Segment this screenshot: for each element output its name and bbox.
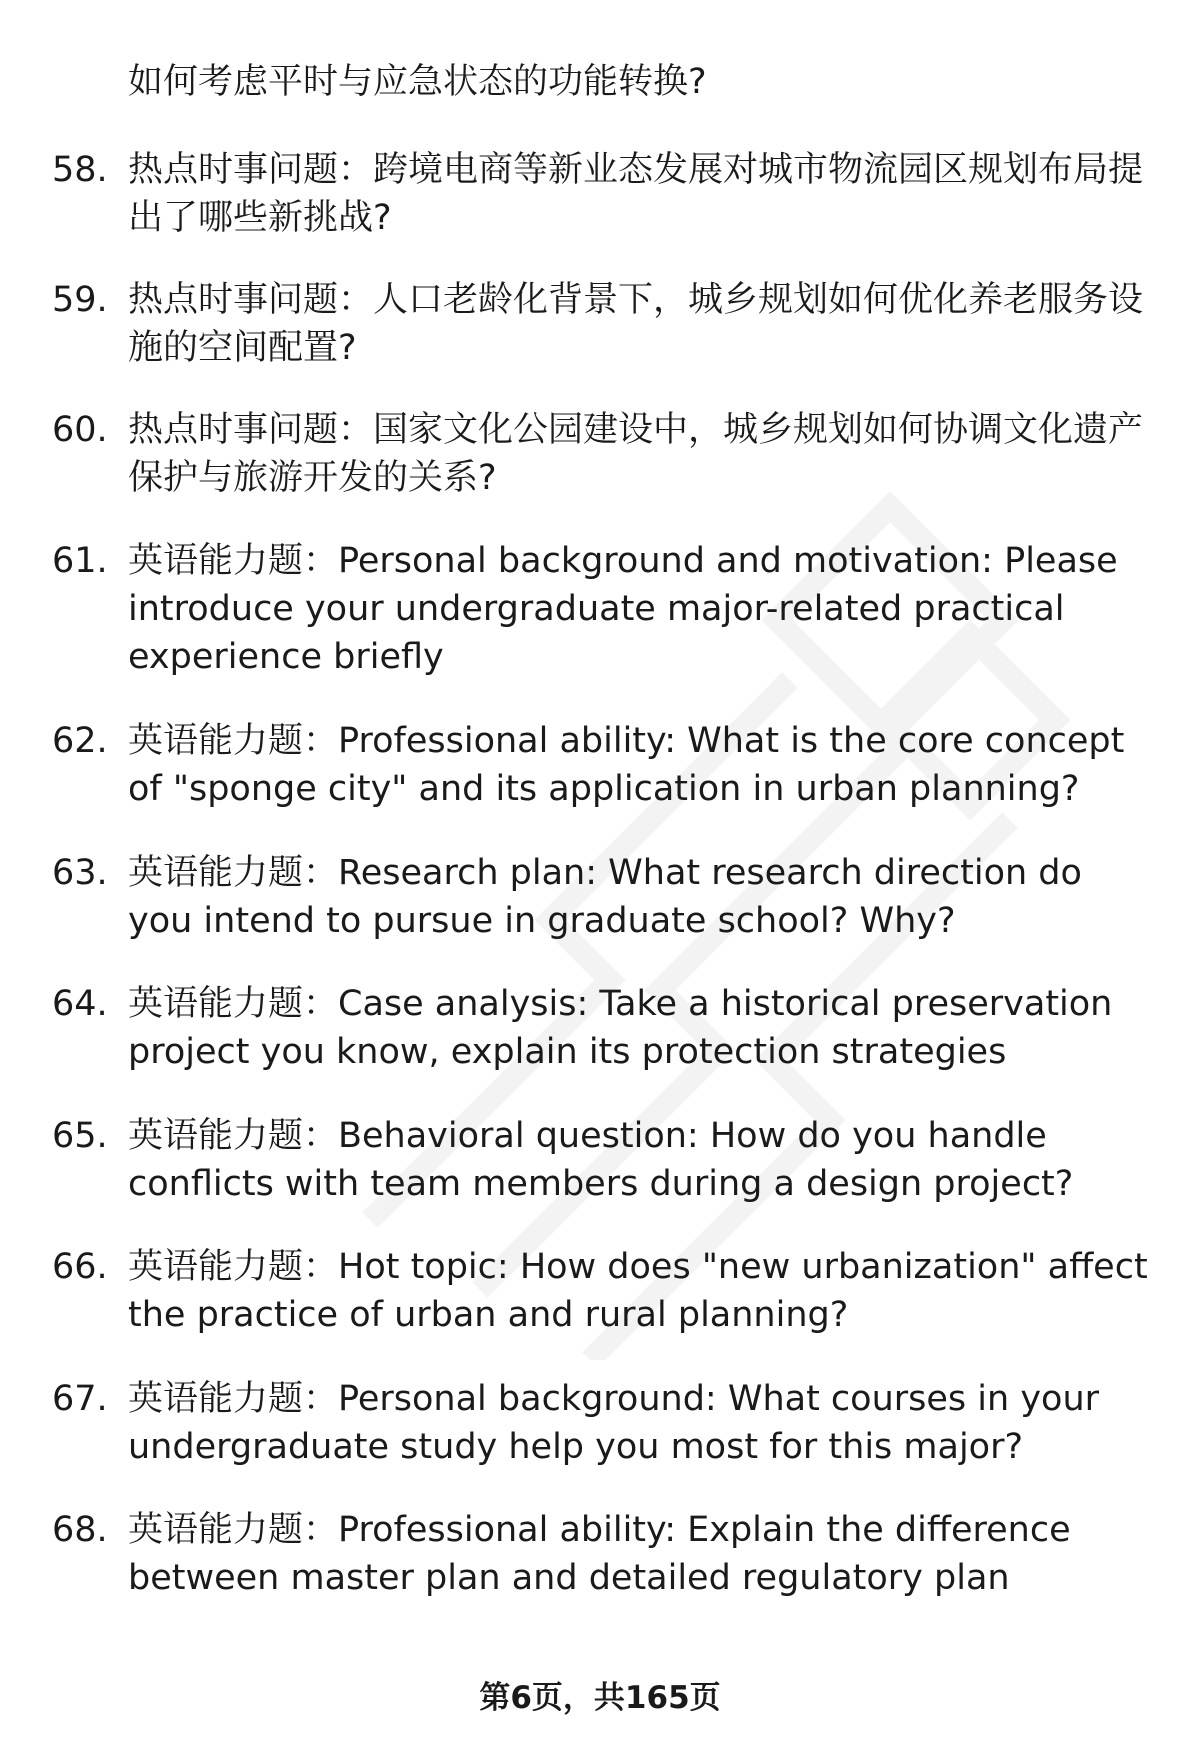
question-text: 热点时事问题：跨境电商等新业态发展对城市物流园区规划布局提出了哪些新挑战? (128, 150, 1144, 238)
question-text: 英语能力题：Behavioral question: How do you handle conflicts with team members during a design project? (128, 1116, 1074, 1204)
question-text: 英语能力题：Professional ability: Explain the difference between master plan and detailed regulatory plan (128, 1510, 1071, 1598)
question-text: 英语能力题：Case analysis: Take a historical preservation project you know, explain its protection strategies (128, 984, 1113, 1072)
question-text: 英语能力题：Research plan: What research direction do you intend to pursue in graduate school? Why? (128, 853, 1082, 941)
question-text: 英语能力题：Professional ability: What is the core concept of "sponge city" and its application in urban planning? (128, 721, 1125, 809)
question-number: 62. (52, 721, 108, 761)
continuation-text: 如何考虑平时与应急状态的功能转换? (128, 62, 707, 102)
question-number: 61. (52, 541, 108, 581)
question-number: 60. (52, 410, 108, 450)
question-text: 英语能力题：Hot topic: How does "new urbanization" affect the practice of urban and rural planning? (128, 1247, 1148, 1335)
question-number: 64. (52, 984, 108, 1024)
page-footer: 第6页，共165页 (479, 1680, 721, 1716)
question-number: 58. (52, 150, 108, 190)
question-number: 59. (52, 280, 108, 320)
question-number: 67. (52, 1379, 108, 1419)
question-text: 热点时事问题：国家文化公园建设中，城乡规划如何协调文化遗产保护与旅游开发的关系? (128, 410, 1144, 498)
question-number: 68. (52, 1510, 108, 1550)
question-number: 65. (52, 1116, 108, 1156)
question-text: 英语能力题：Personal background and motivation: Please introduce your undergraduate major-related practical experience briefly (128, 541, 1118, 677)
question-number: 63. (52, 853, 108, 893)
question-number: 66. (52, 1247, 108, 1287)
question-text: 热点时事问题：人口老龄化背景下，城乡规划如何优化养老服务设施的空间配置? (128, 280, 1144, 368)
question-text: 英语能力题：Personal background: What courses in your undergraduate study help you most for this major? (128, 1379, 1100, 1467)
